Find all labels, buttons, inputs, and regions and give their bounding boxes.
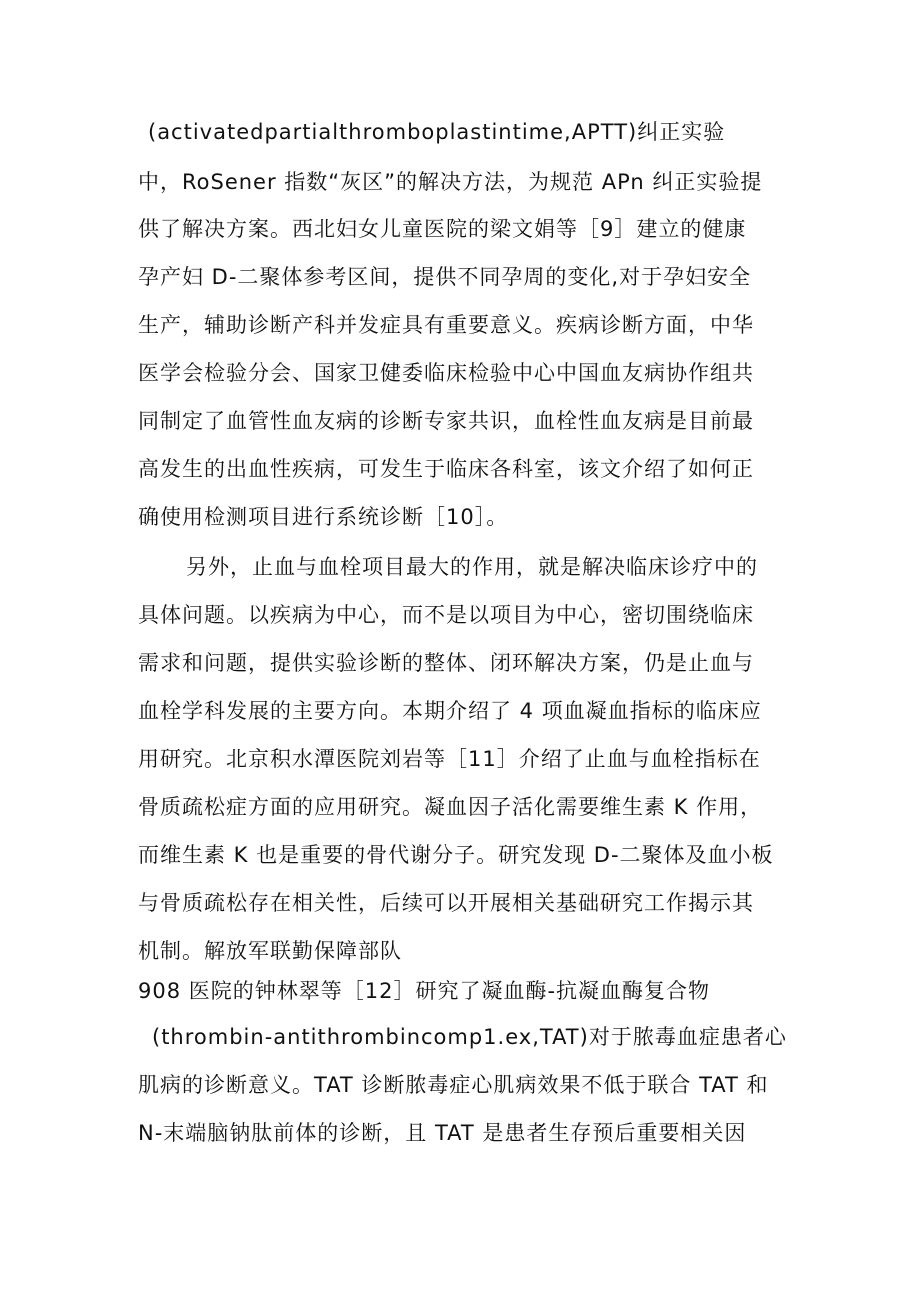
- text-line: (thrombin-antithrombincomp1.ex,TAT)对于脓毒血症患者心: [152, 1025, 787, 1049]
- text-line: 确使用检测项目进行系统诊断［10］。: [138, 505, 509, 529]
- text-line: N-末端脑钠肽前体的诊断，且 TAT 是患者生存预后重要相关因: [138, 1121, 747, 1145]
- text-line: 908 医院的钟林翠等［12］研究了凝血酶-抗凝血酶复合物: [138, 979, 711, 1003]
- text-line: 需求和问题，提供实验诊断的整体、闭环解决方案，仍是止血与: [138, 651, 754, 675]
- text-line: 用研究。北京积水潭医院刘岩等［11］介绍了止血与血栓指标在: [138, 747, 761, 771]
- text-line: 孕产妇 D-二聚体参考区间，提供不同孕周的变化,对于孕妇安全: [138, 265, 752, 289]
- text-line: (activatedpartialthromboplastintime,APTT)纠正实验: [148, 120, 726, 144]
- text-line: 供了解决方案。西北妇女儿童医院的梁文娟等［9］建立的健康: [138, 217, 747, 241]
- text-line: 与骨质疏松存在相关性，后续可以开展相关基础研究工作揭示其: [138, 891, 754, 915]
- text-line: 高发生的出血性疾病，可发生于临床各科室，该文介绍了如何正: [138, 457, 754, 481]
- text-line: 生产，辅助诊断产科并发症具有重要意义。疾病诊断方面，中华: [138, 313, 754, 337]
- text-line: 血栓学科发展的主要方向。本期介绍了 4 项血凝血指标的临床应: [138, 699, 762, 723]
- text-line: 骨质疏松症方面的应用研究。凝血因子活化需要维生素 K 作用，: [138, 795, 763, 819]
- text-line: 机制。解放军联勤保障部队: [138, 939, 402, 963]
- text-line: 中，RoSener 指数“灰区”的解决方法，为规范 APn 纠正实验提: [138, 170, 763, 194]
- text-line: 肌病的诊断意义。TAT 诊断脓毒症心肌病效果不低于联合 TAT 和: [138, 1073, 769, 1097]
- text-line: 而维生素 K 也是重要的骨代谢分子。研究发现 D-二聚体及血小板: [138, 843, 774, 867]
- text-line: 同制定了血管性血友病的诊断专家共识，血栓性血友病是目前最: [138, 409, 754, 433]
- text-line: 具体问题。以疾病为中心，而不是以项目为中心，密切围绕临床: [138, 603, 754, 627]
- text-line: 医学会检验分会、国家卫健委临床检验中心中国血友病协作组共: [138, 361, 754, 385]
- text-line: 另外，止血与血栓项目最大的作用，就是解决临床诊疗中的: [186, 555, 758, 579]
